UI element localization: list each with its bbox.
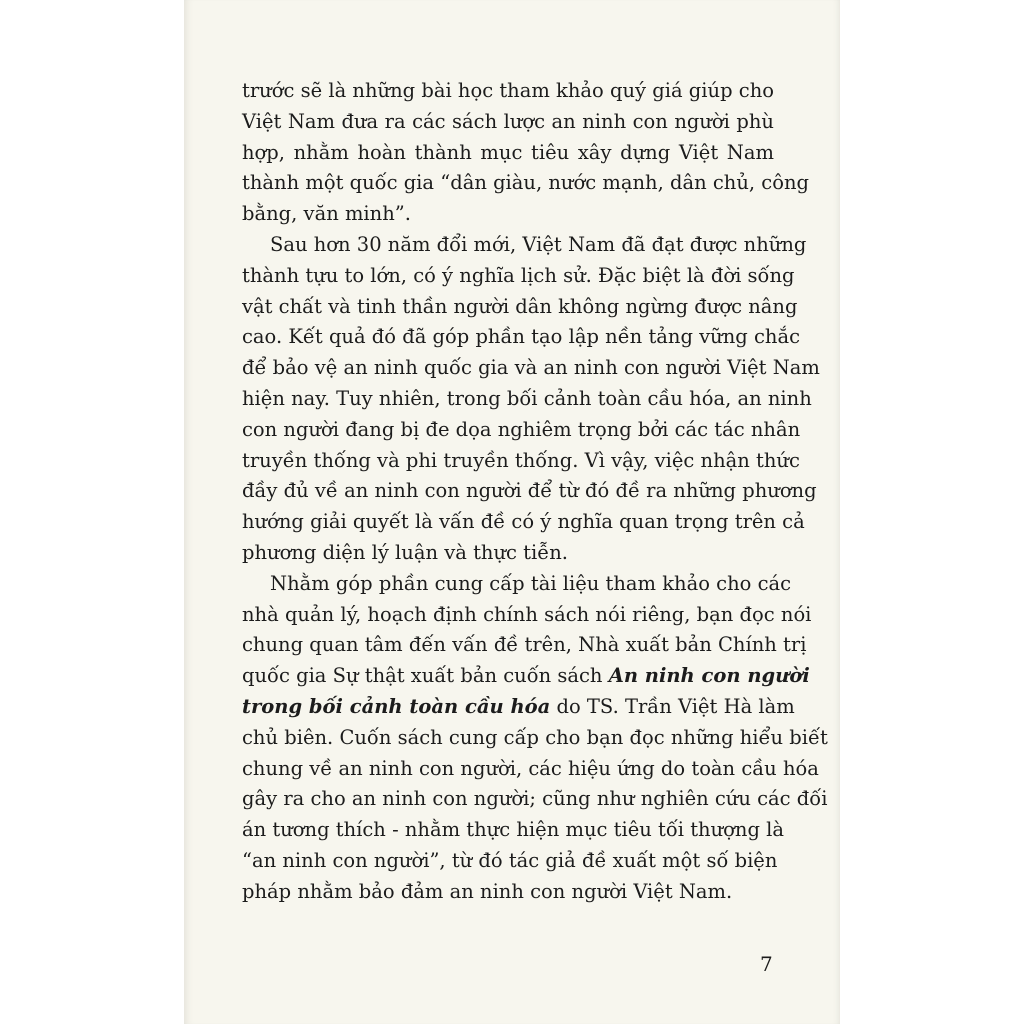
- page-number: 7: [760, 952, 773, 976]
- text-line: hướng giải quyết là vấn đề có ý nghĩa quan trọng trên cả: [242, 510, 805, 534]
- text-line: cao. Kết quả đó đã góp phần tạo lập nền tảng vững chắc: [242, 325, 800, 349]
- text-line: “an ninh con người”, từ đó tác giả đề xuất một số biện: [242, 848, 778, 872]
- text-line: gây ra cho an ninh con người; cũng như nghiên cứu các đối: [242, 787, 828, 811]
- text-line: để bảo vệ an ninh quốc gia và an ninh con người Việt Nam: [242, 356, 820, 380]
- text-line: chung quan tâm đến vấn đề trên, Nhà xuất bản Chính trị: [242, 633, 807, 657]
- text-span: quốc gia Sự thật xuất bản cuốn sách: [242, 664, 609, 688]
- text-line: hiện nay. Tuy nhiên, trong bối cảnh toàn cầu hóa, an ninh: [242, 386, 812, 410]
- text-line: con người đang bị đe dọa nghiêm trọng bởi các tác nhân: [242, 417, 801, 441]
- text-line: thành tựu to lớn, có ý nghĩa lịch sử. Đặc biệt là đời sống: [242, 263, 795, 287]
- text-line: bằng, văn minh”.: [242, 202, 411, 226]
- text-line: vật chất và tinh thần người dân không ngừng được nâng: [242, 294, 798, 318]
- text-line: nhà quản lý, hoạch định chính sách nói riêng, bạn đọc nói: [242, 602, 812, 626]
- text-line: Nhằm góp phần cung cấp tài liệu tham khảo cho các: [270, 571, 792, 595]
- text-line: Sau hơn 30 năm đổi mới, Việt Nam đã đạt được những: [270, 232, 807, 256]
- text-line: hợp, nhằm hoàn thành mục tiêu xây dựng Việt Nam: [242, 140, 774, 164]
- text-line: trước sẽ là những bài học tham khảo quý giá giúp cho: [242, 79, 774, 102]
- text-line: phương diện lý luận và thực tiễn.: [242, 540, 568, 564]
- text-line: truyền thống và phi truyền thống. Vì vậy, việc nhận thức: [242, 448, 800, 472]
- text-line: chung về an ninh con người, các hiệu ứng do toàn cầu hóa: [242, 756, 819, 780]
- text-line: Việt Nam đưa ra các sách lược an ninh con người phù: [242, 109, 774, 133]
- text-line: chủ biên. Cuốn sách cung cấp cho bạn đọc những hiểu biết: [242, 725, 828, 749]
- text-line-with-book-title: [242, 692, 795, 723]
- book-title-part-1: An ninh con người: [608, 664, 810, 688]
- book-title-part-2: trong bối cảnh toàn cầu hóa: [242, 694, 551, 718]
- text-line: đầy đủ về an ninh con người để từ đó đề ra những phương: [242, 479, 817, 503]
- body-text: [242, 76, 828, 908]
- text-line: án tương thích - nhằm thực hiện mục tiêu tối thượng là: [242, 818, 784, 842]
- text-span: do TS. Trần Việt Hà làm: [550, 694, 795, 718]
- text-line: thành một quốc gia “dân giàu, nước mạnh, dân chủ, công: [242, 171, 809, 195]
- text-line: pháp nhằm bảo đảm an ninh con người Việt Nam.: [242, 879, 733, 903]
- text-line-with-book-title: [242, 661, 810, 692]
